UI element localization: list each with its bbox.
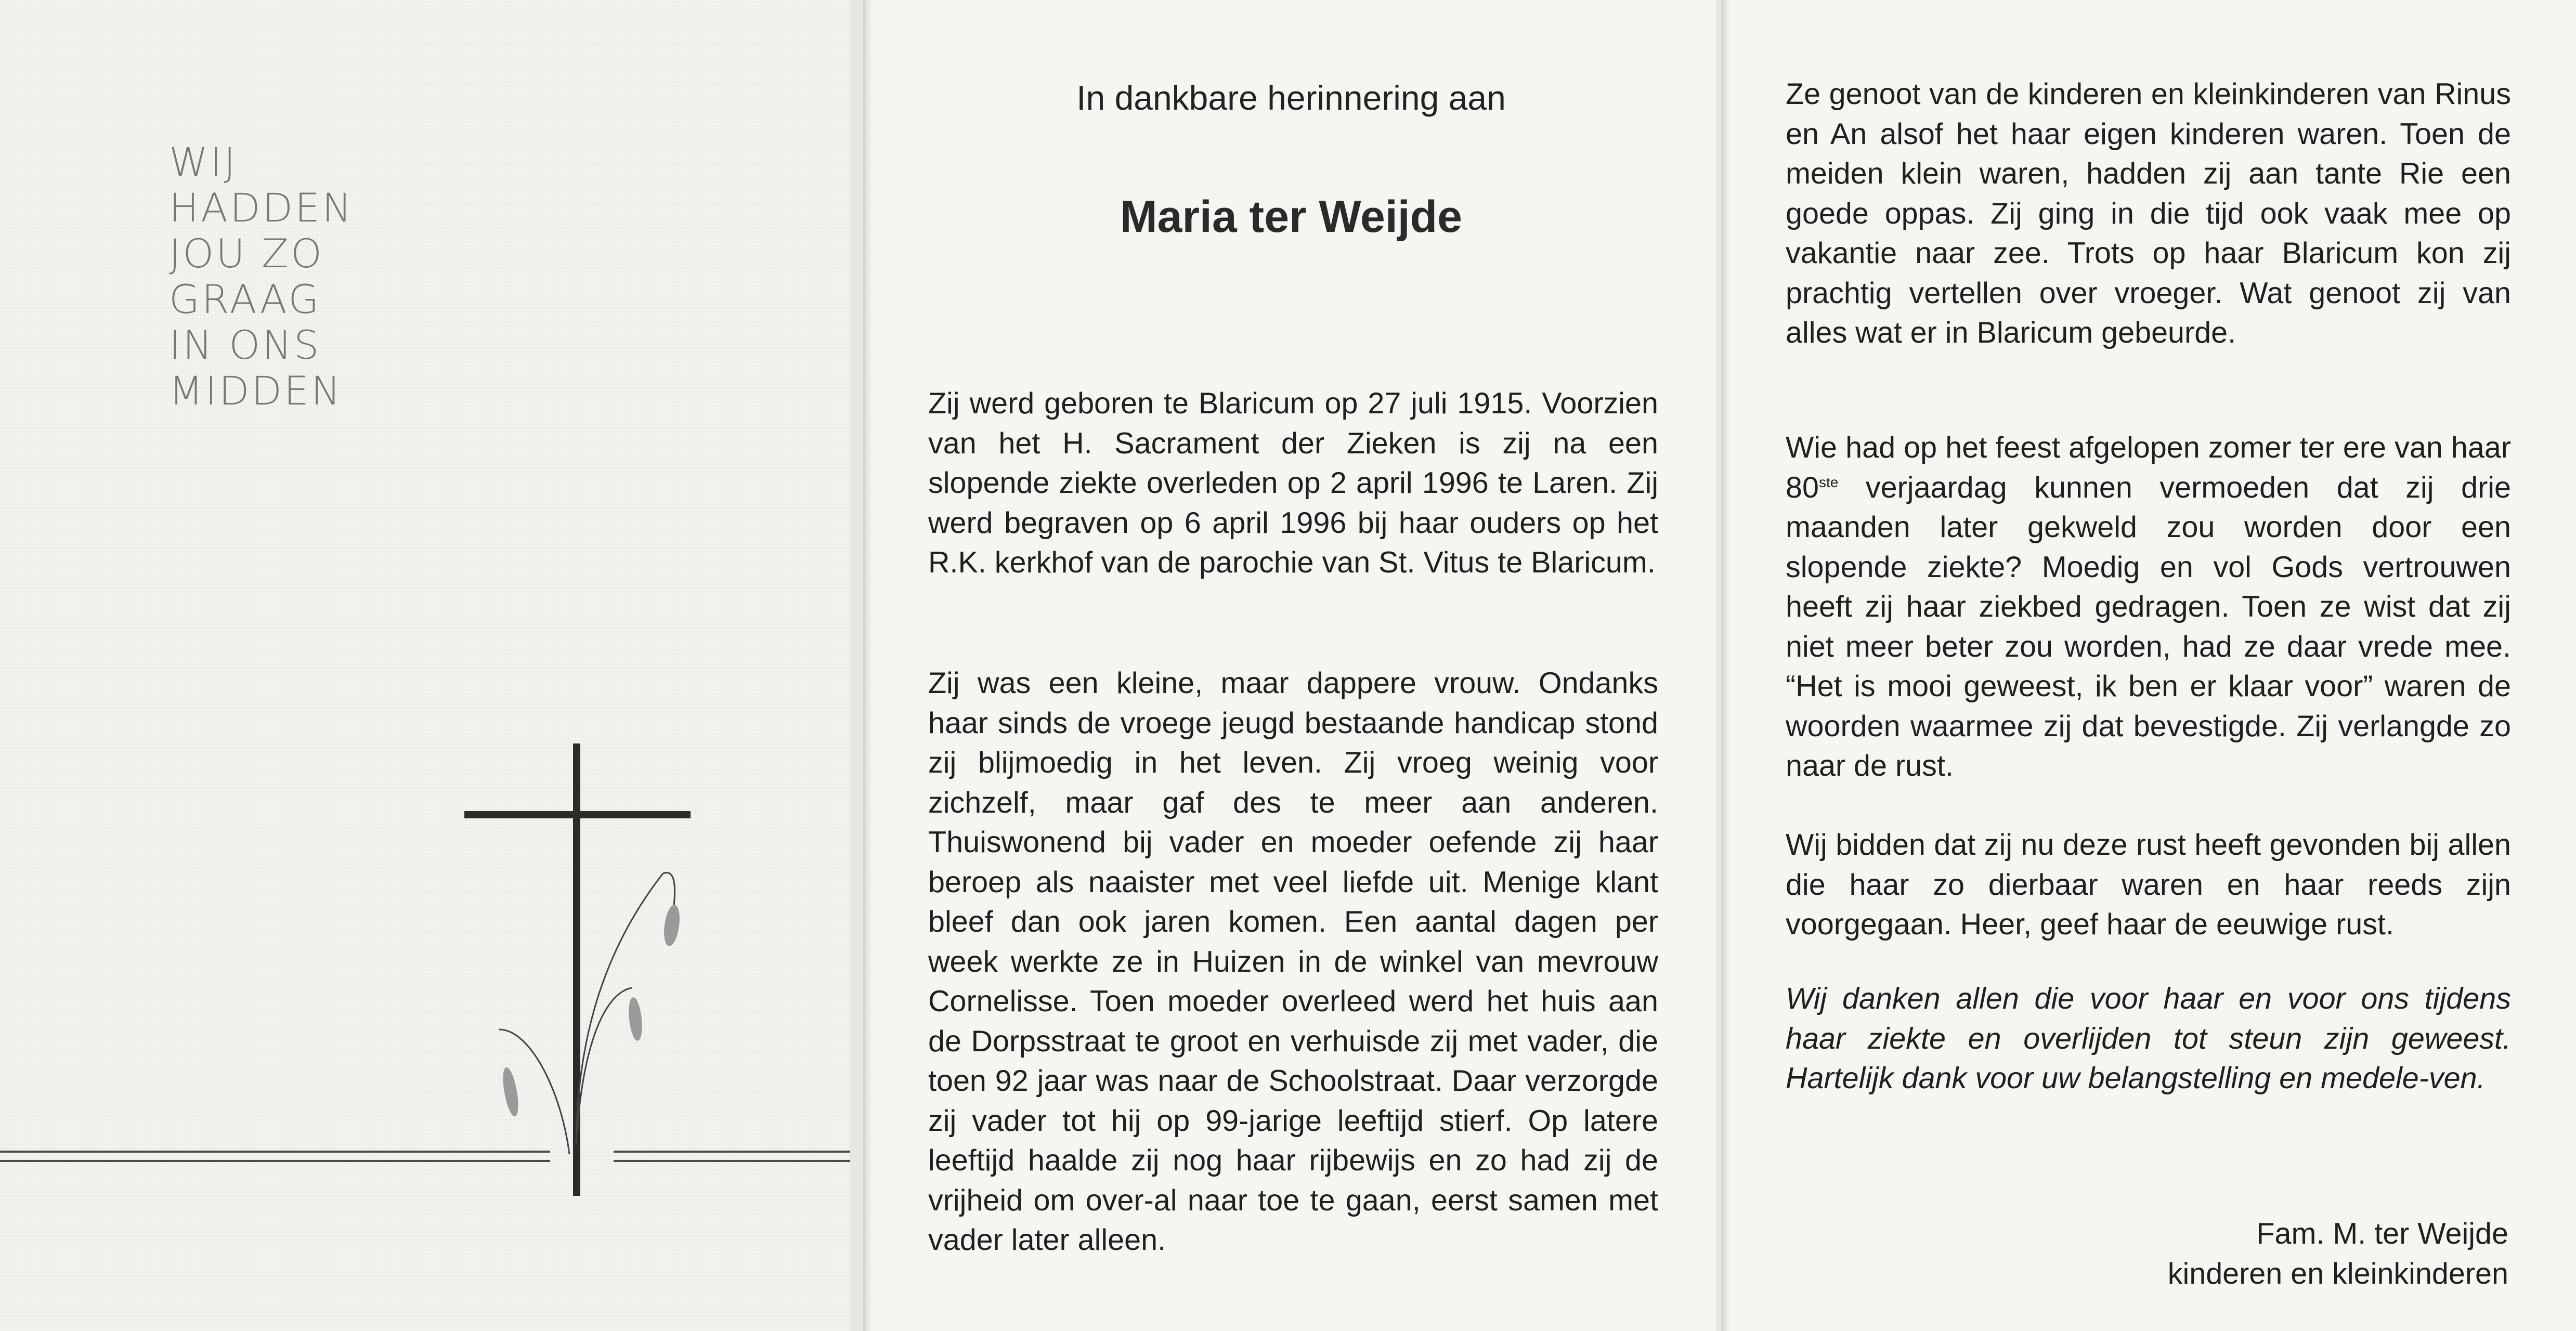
motto-line: GRAAG bbox=[169, 276, 321, 322]
cross-horizontal-beam bbox=[464, 811, 691, 818]
motto-line: MIDDEN bbox=[169, 368, 343, 414]
memory-text: verjaardag kunnen vermoeden dat zij drie maanden later gekweld zou worden door een slopende ziekte? Moedig en vol Gods vertrouwen heeft zij haar ziekbed gedragen. Toen ze wist dat zij niet meer beter zou worden, had ze daar vrede mee. “Het is mooi geweest, ik ben er klaar voor” waren de woorden waarmee zij dat bevestigde. Zij verlangde zo naar de rust. bbox=[1786, 471, 2511, 782]
memory-text: Wie had op het feest afgelopen zomer ter ere van haar 80 bbox=[1786, 431, 2511, 504]
grass-icon bbox=[499, 872, 675, 1154]
inner-left-panel bbox=[863, 0, 1716, 1331]
cross-with-grass-illustration bbox=[0, 738, 850, 1206]
biography-paragraph: Zij was een kleine, maar dappere vrouw. Ondanks haar sinds de vroege jeugd bestaande handicap stond zij blijmoedig in het leven. Zij vroeg weinig voor zichzelf, maar gaf des te meer aan anderen. Thuiswonend bij vader en moeder oefende zij haar beroep als naaister met veel liefde uit. Menige klant bleef dan ook jaren komen. Een aantal dagen per week werkte ze in Huizen in de winkel van mevrouw Cornelisse. Toen moeder overleed werd het huis aan de Dorpsstraat te groot en verhuisde zij met vader, die toen 92 jaar was naar de Schoolstraat. Daar verzorgde zij vader tot hij op 99-jarige leeftijd stierf. Op latere leeftijd haalde zij nog haar rijbewijs en zo had zij de vrijheid om over-al naar toe te gaan, eerst samen met vader later alleen. bbox=[928, 667, 1658, 1257]
inner-right-panel bbox=[1721, 0, 2576, 1331]
motto-line: IN ONS bbox=[169, 322, 321, 368]
family-signature bbox=[2168, 1214, 2508, 1294]
motto-line: JOU ZO bbox=[169, 230, 324, 277]
memory-paragraph: Ze genoot van de kinderen en kleinkinderen van Rinus en An alsof het haar eigen kinderen waren. Toen de meiden klein waren, hadden zij aan tante Rie een goede oppas. Zij ging in die tijd ook vaak mee op vakantie naar zee. Trots op haar Blaricum kon zij prachtig vertellen over vroeger. Wat genoot zij van alles wat er in Blaricum gebeurde. bbox=[1786, 77, 2511, 349]
ground-lines bbox=[0, 1152, 850, 1161]
deceased-name: Maria ter Weijde bbox=[1120, 192, 1462, 242]
motto-line: HADDEN bbox=[169, 185, 354, 231]
cover-panel bbox=[0, 0, 850, 1331]
ordinal-suffix: ste bbox=[1818, 474, 1839, 490]
motto-line: WIJ bbox=[169, 139, 238, 185]
signature-line: Fam. M. ter Weijde bbox=[2256, 1217, 2508, 1250]
signature-line: kinderen en kleinkinderen bbox=[2167, 1257, 2508, 1290]
memory-paragraph bbox=[1786, 428, 2511, 786]
thanks-paragraph: Wij danken allen die voor haar en voor ons tijdens haar ziekte en overlijden tot steun zijn geweest. Hartelijk dank voor uw belangstelling en medele-ven. bbox=[1786, 982, 2511, 1095]
motto-text bbox=[169, 139, 354, 414]
intro-heading: In dankbare herinnering aan bbox=[1076, 79, 1506, 117]
grass-seedhead-icon bbox=[500, 904, 682, 1117]
biography-paragraph: Zij werd geboren te Blaricum op 27 juli 1915. Voorzien van het H. Sacrament der Zieken is zij na een slopende ziekte overleden op 2 april 1996 te Laren. Zij werd begraven op 6 april 1996 bij haar ouders op het R.K. kerkhof van de parochie van St. Vitus te Blaricum. bbox=[928, 387, 1658, 579]
prayer-paragraph: Wij bidden dat zij nu deze rust heeft gevonden bij allen die haar zo dierbaar waren en haar reeds zijn voorgegaan. Heer, geef haar de eeuwige rust. bbox=[1786, 828, 2511, 941]
